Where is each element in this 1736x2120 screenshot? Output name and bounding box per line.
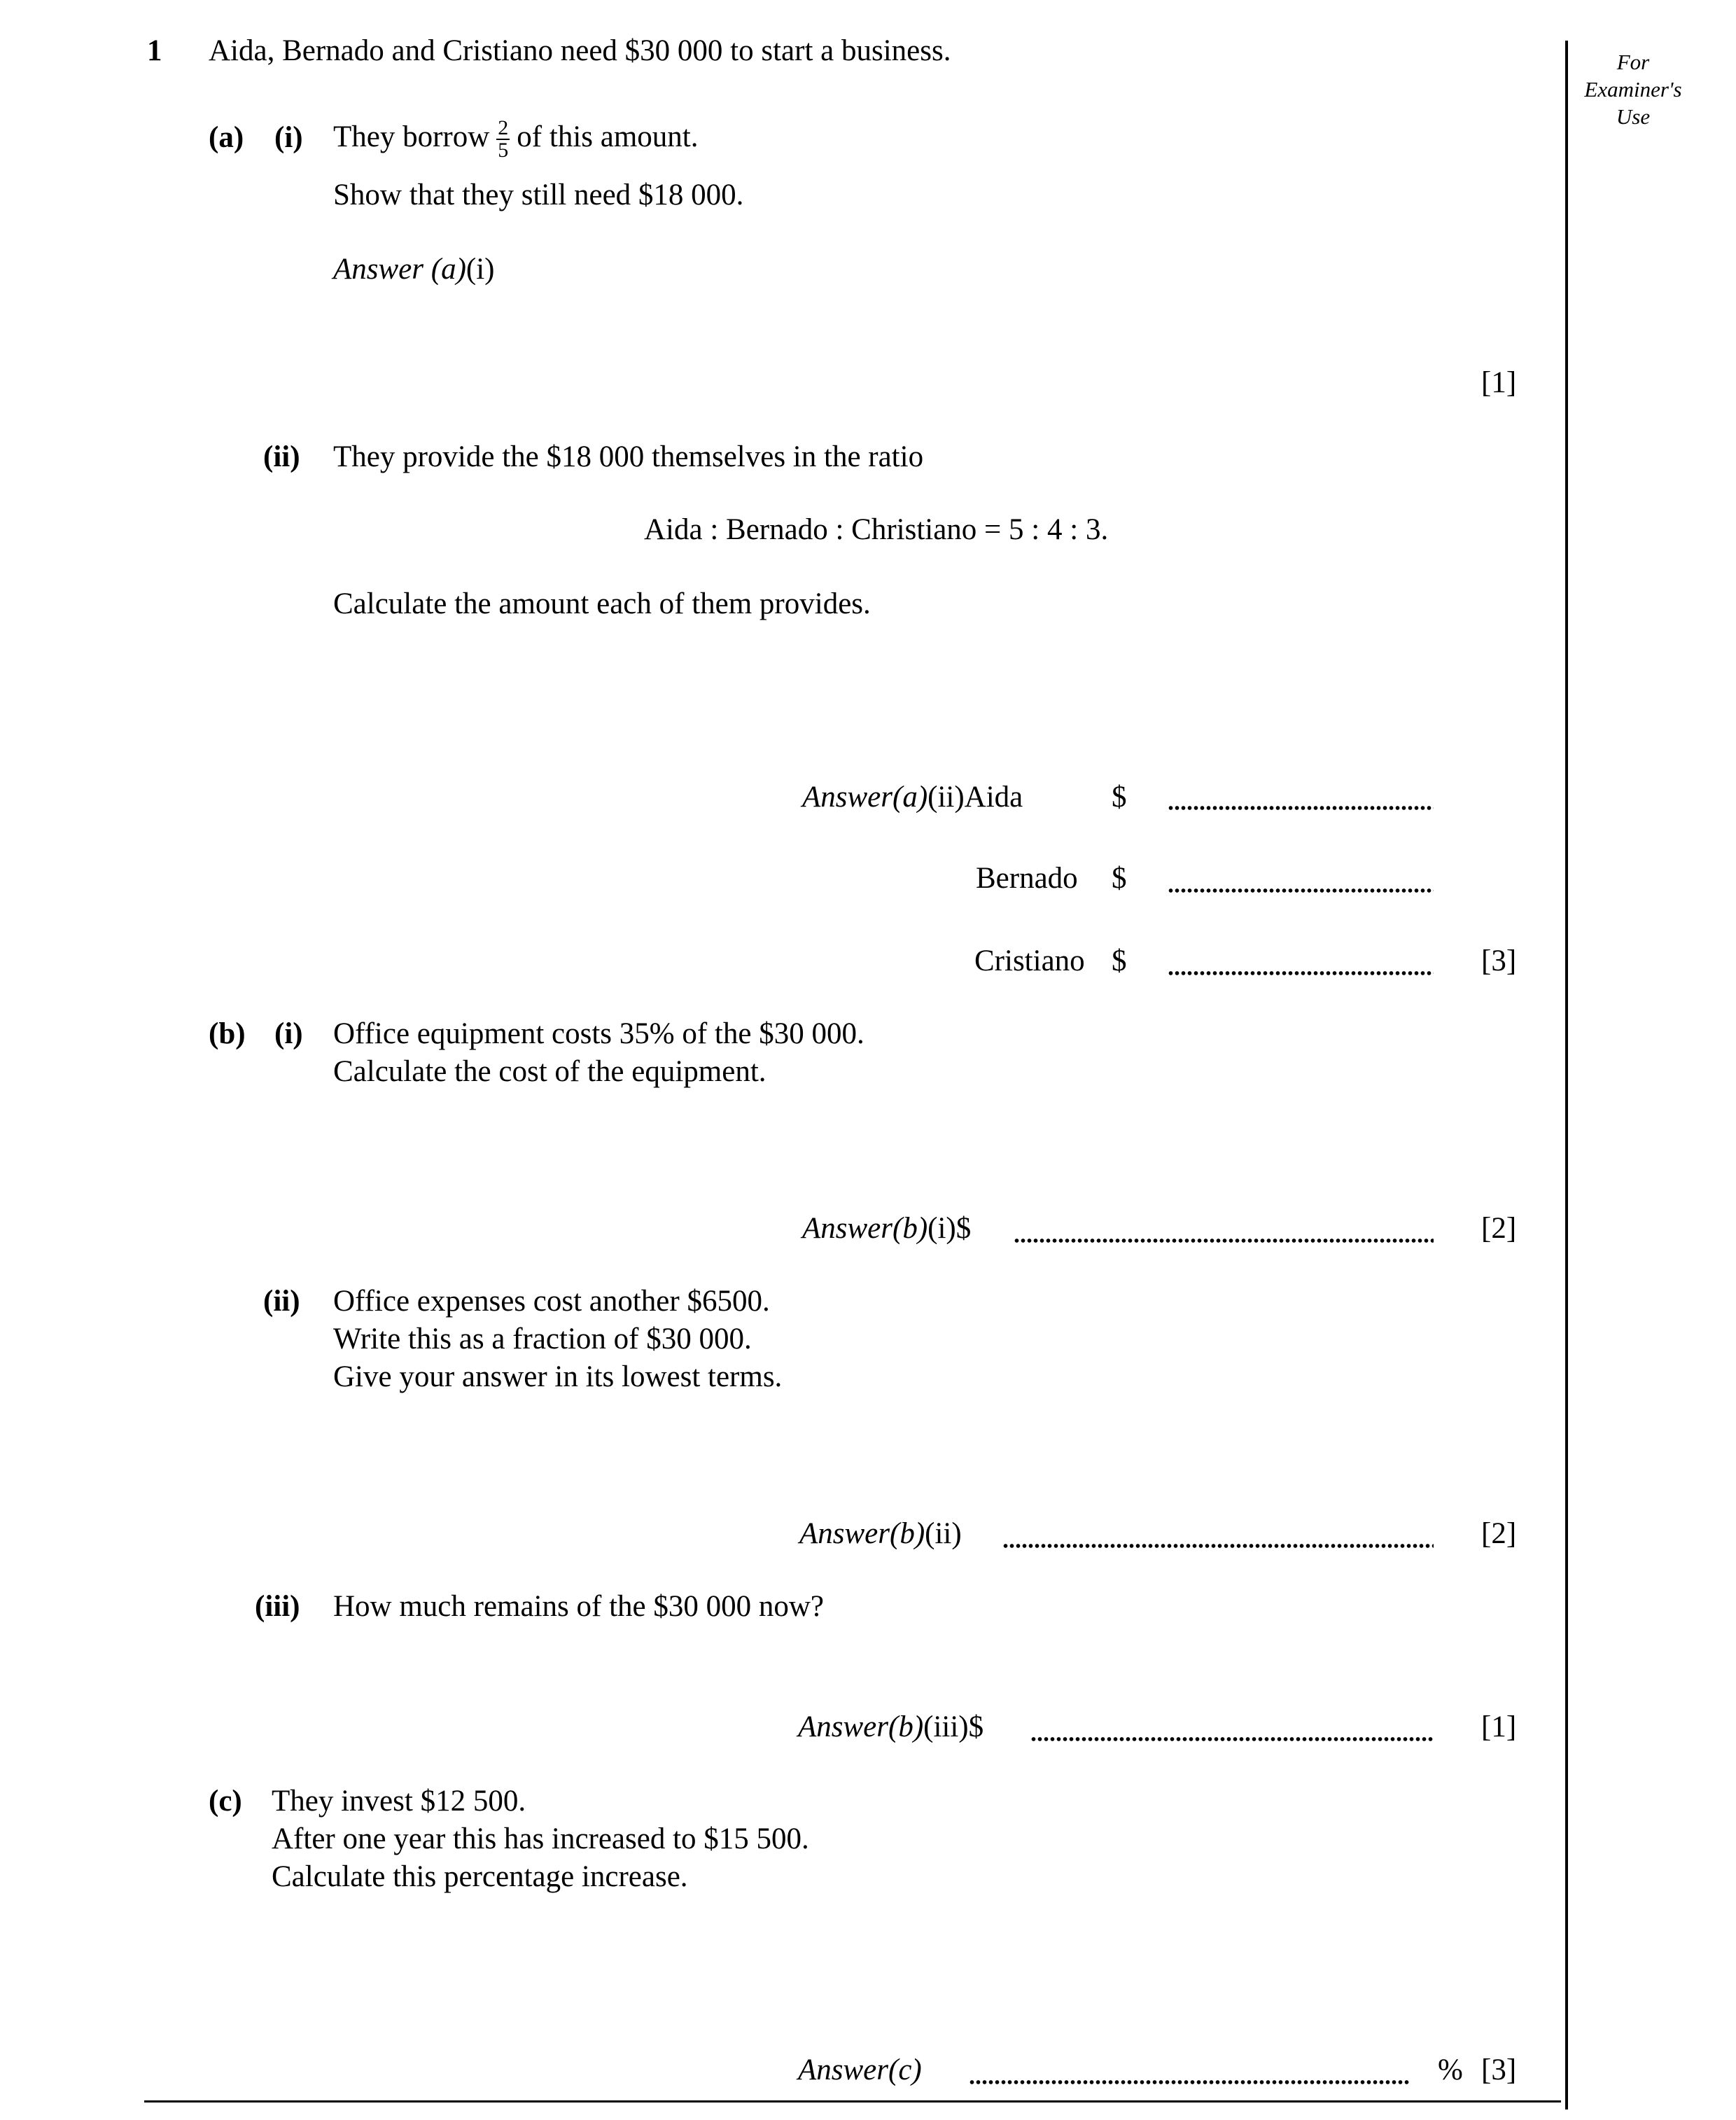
- answer-label-italic: Answer(a): [802, 781, 928, 814]
- fraction-two-fifths: [496, 118, 510, 161]
- margin-divider-line: [1565, 41, 1568, 2109]
- answer-a-i-label: [333, 251, 494, 288]
- examiner-use-line: For: [1616, 50, 1650, 74]
- answer-line-aida[interactable]: [1168, 805, 1434, 811]
- currency-cristiano: $: [1112, 944, 1127, 977]
- question-number: 1: [147, 34, 162, 67]
- answer-line-b-ii[interactable]: [1002, 1543, 1434, 1549]
- part-a-i-text-after: of this amount.: [517, 120, 699, 153]
- answer-label-italic: Answer (a): [333, 253, 466, 286]
- examiner-use-line: Examiner's: [1584, 76, 1682, 102]
- part-b-iii-label: (iii): [255, 1590, 300, 1623]
- answer-label-rest: (ii)Aida: [927, 781, 1023, 814]
- marks-b-iii: [1]: [1481, 1710, 1517, 1743]
- marks-b-ii: [2]: [1481, 1517, 1517, 1550]
- answer-line-bernado[interactable]: [1168, 888, 1434, 893]
- answer-label-italic: Answer(b): [799, 1517, 925, 1550]
- part-a-i-line2: Show that they still need $18 000.: [333, 179, 744, 211]
- part-b-ii-line3: Give your answer in its lowest terms.: [333, 1360, 783, 1393]
- part-a-i-line1: [333, 112, 698, 162]
- footer-rule: [144, 2100, 1561, 2102]
- examiner-use-label: [1574, 49, 1693, 130]
- part-c-line3: Calculate this percentage increase.: [272, 1860, 688, 1893]
- answer-c-label: [798, 2051, 922, 2089]
- marks-c: [3]: [1481, 2053, 1517, 2086]
- examiner-use-line: Use: [1616, 104, 1651, 129]
- part-a-ii-line2: Calculate the amount each of them provides.: [333, 587, 871, 620]
- part-b-label: (b): [209, 1017, 246, 1050]
- currency-aida: $: [1112, 781, 1127, 814]
- answer-label-italic: Answer(b): [798, 1710, 924, 1743]
- answer-label-italic: Answer(c): [798, 2053, 922, 2086]
- currency-bernado: $: [1112, 862, 1127, 895]
- fraction-numerator: 2: [498, 116, 509, 140]
- label-bernado: Bernado: [976, 862, 1078, 895]
- answer-label-rest: (i)$: [927, 1212, 972, 1245]
- question-stem: Aida, Bernado and Cristiano need $30 000 to start a business.: [209, 34, 951, 67]
- answer-label-rest: (iii)$: [923, 1710, 984, 1743]
- part-a-label: (a): [209, 121, 244, 154]
- answer-label-rest: (ii): [925, 1517, 962, 1550]
- percent-unit: %: [1438, 2053, 1463, 2086]
- part-b-ii-line2: Write this as a fraction of $30 000.: [333, 1323, 752, 1355]
- label-cristiano: Cristiano: [974, 944, 1085, 977]
- part-c-line2: After one year this has increased to $15 500.: [272, 1822, 809, 1855]
- answer-label-italic: Answer(b): [802, 1212, 928, 1245]
- ratio-statement: Aida : Bernado : Christiano = 5 : 4 : 3.: [644, 513, 1109, 546]
- part-b-ii-label: (ii): [263, 1285, 300, 1318]
- answer-line-cristiano[interactable]: [1168, 970, 1434, 976]
- answer-b-iii-label: [798, 1708, 983, 1746]
- answer-line-b-iii[interactable]: [1030, 1736, 1434, 1742]
- part-a-i-text-before: They borrow: [333, 120, 490, 153]
- part-c-label: (c): [209, 1785, 242, 1818]
- answer-b-ii-label: [799, 1515, 962, 1553]
- fraction-denominator: 5: [498, 139, 509, 162]
- part-a-i-label: (i): [274, 121, 303, 154]
- part-b-i-label: (i): [274, 1017, 303, 1050]
- marks-b-i: [2]: [1481, 1212, 1517, 1245]
- part-b-i-line2: Calculate the cost of the equipment.: [333, 1055, 766, 1088]
- answer-label-rest: (i): [465, 253, 495, 286]
- part-b-iii-line1: How much remains of the $30 000 now?: [333, 1590, 824, 1623]
- part-a-ii-label: (ii): [263, 440, 300, 473]
- marks-a-ii: [3]: [1481, 944, 1517, 977]
- part-a-ii-line1: They provide the $18 000 themselves in the ratio: [333, 440, 924, 473]
- answer-line-c[interactable]: [969, 2079, 1410, 2085]
- part-b-ii-line1: Office expenses cost another $6500.: [333, 1285, 770, 1318]
- answer-a-ii-label: [802, 779, 1023, 816]
- marks-a-i: [1]: [1481, 366, 1517, 399]
- part-c-line1: They invest $12 500.: [272, 1785, 526, 1818]
- answer-b-i-label: [802, 1210, 971, 1248]
- answer-line-b-i[interactable]: [1014, 1238, 1434, 1243]
- part-b-i-line1: Office equipment costs 35% of the $30 000.: [333, 1017, 864, 1050]
